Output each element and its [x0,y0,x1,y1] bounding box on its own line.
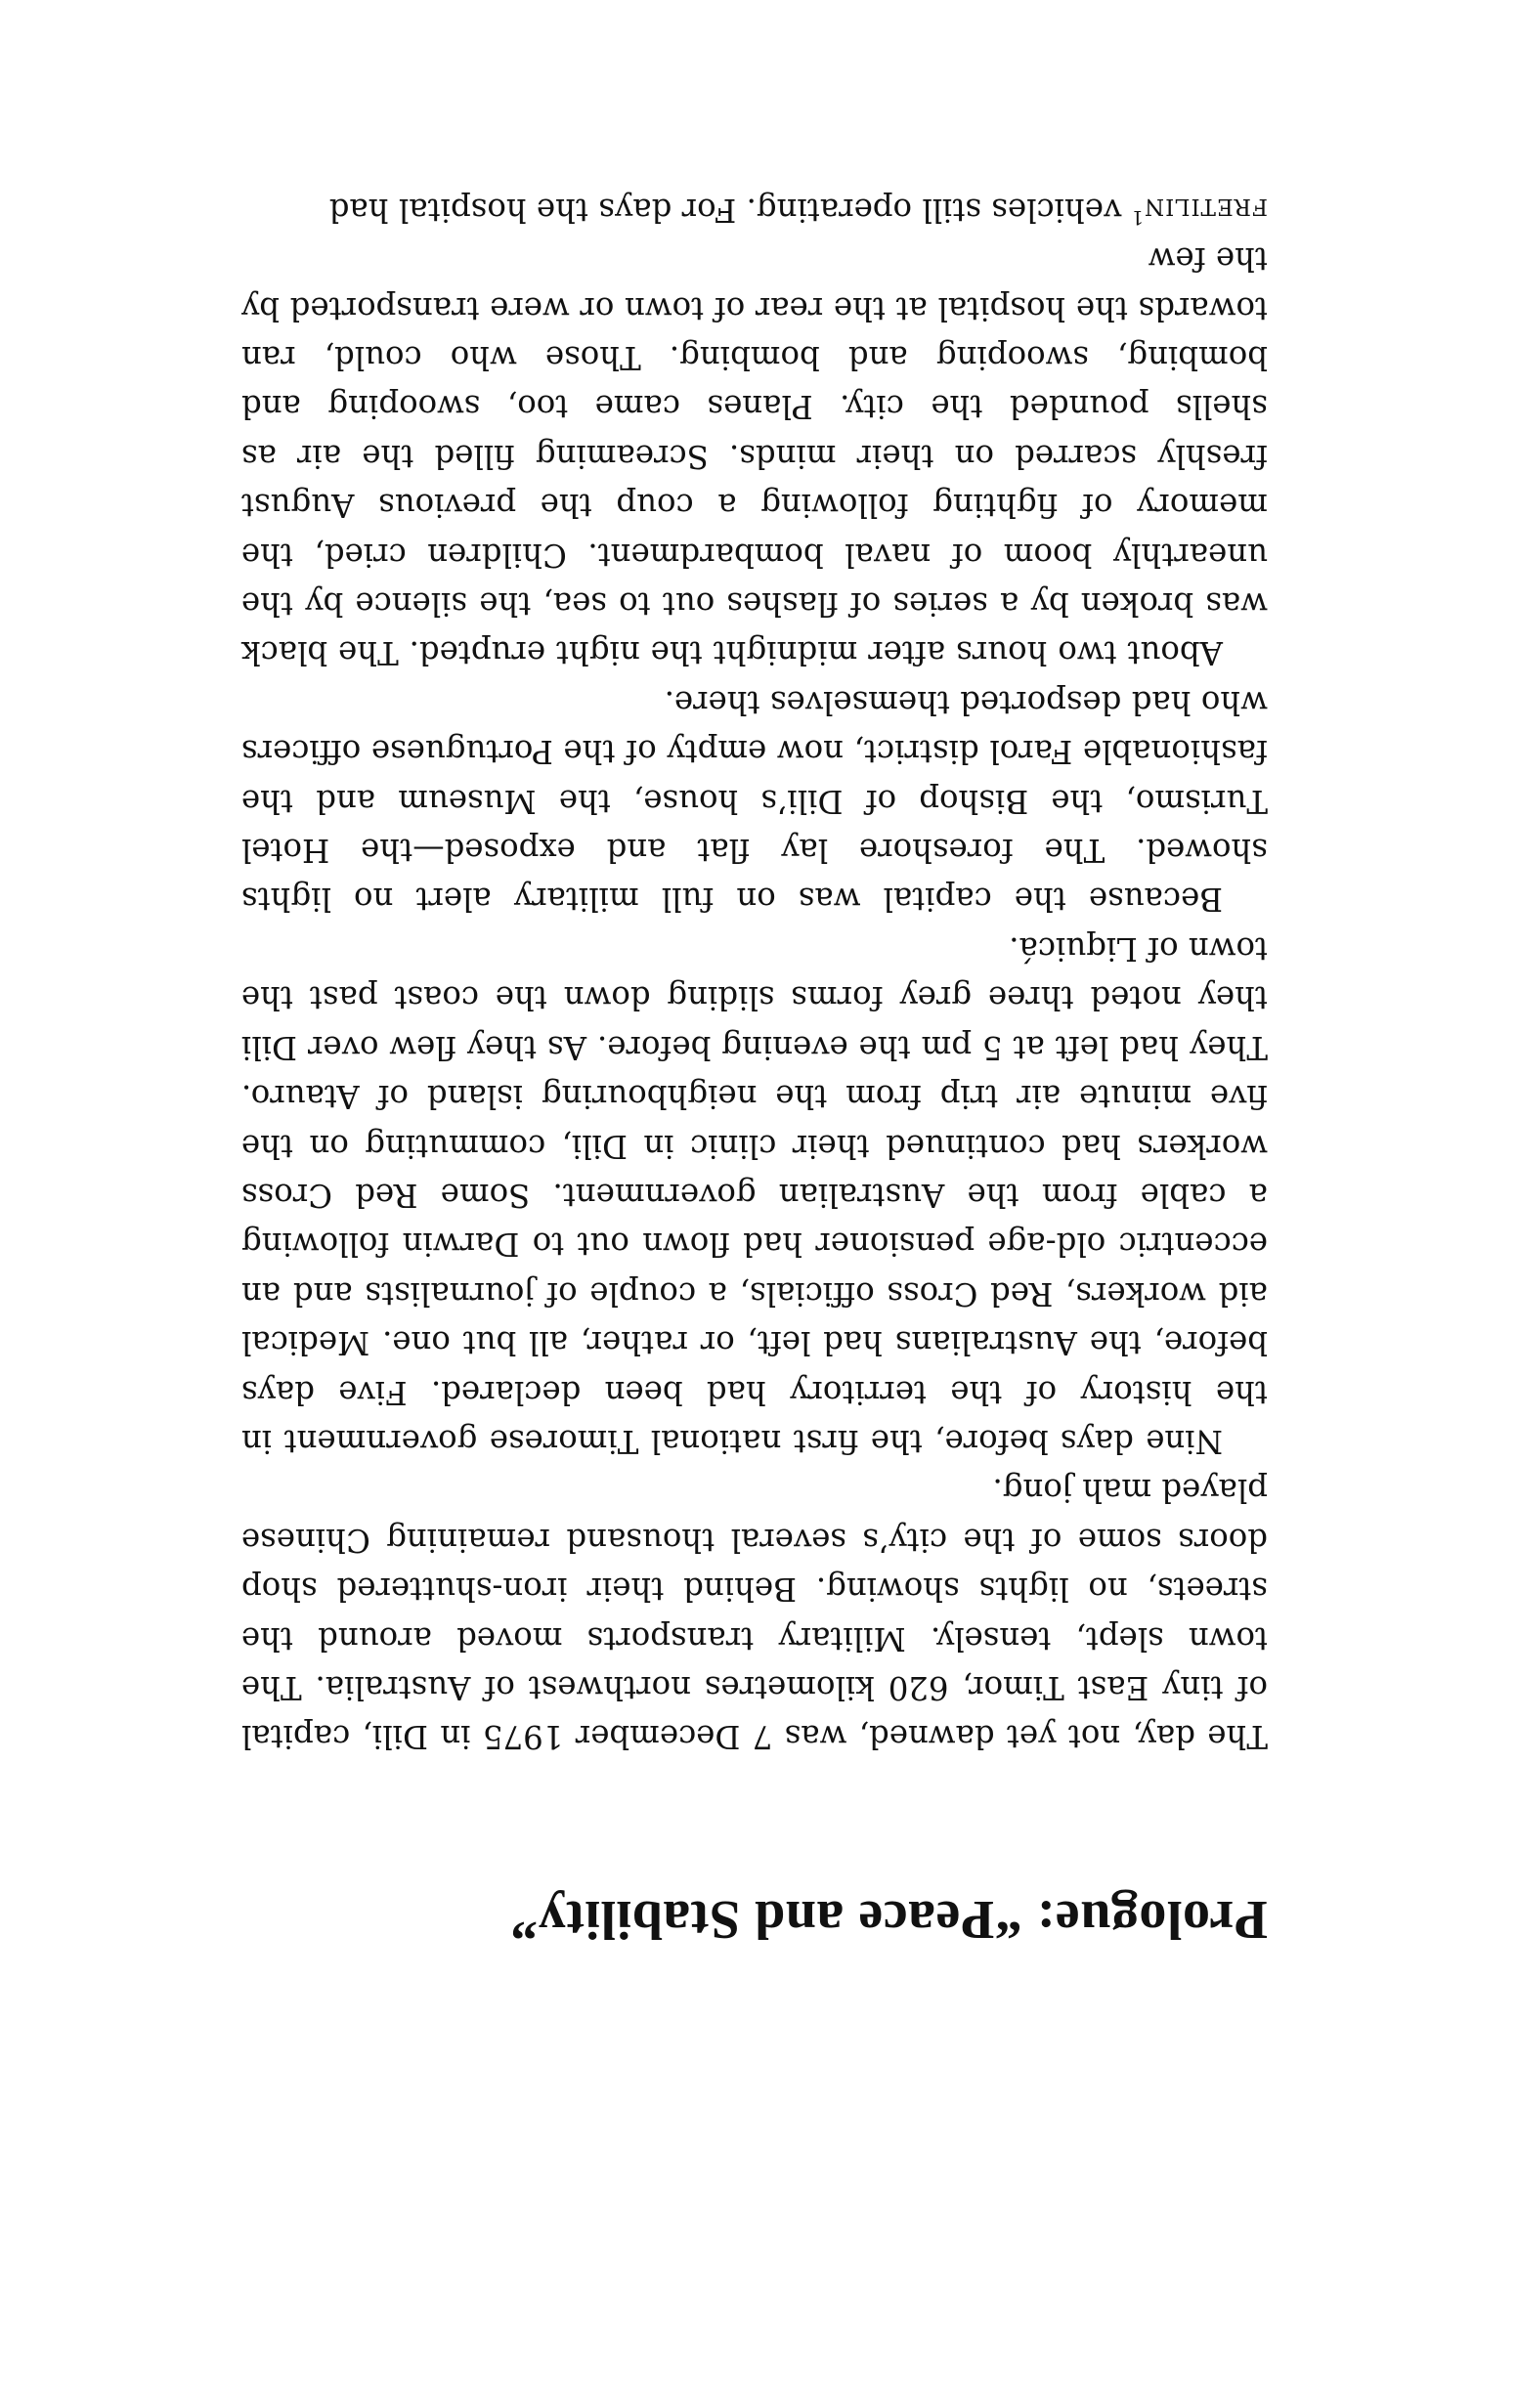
paragraph-3: Because the capital was on full military alert no lights showed. The foreshore lay flat and exposed—the Hotel Turismo, the Bishop of Dili’s house, the Museum and the fashionable Farol district, now empty of the Portuguese officers who had desported themselves there. [241,683,1268,919]
paragraph-2: Nine days before, the first national Timorese government in the history of the territory had been declared. Five days before, the Australians had left, or rather, all but one. Medical aid workers, Red Cross officials, a couple of journalists and an eccentric old-age pensioner had flown out to Darwin following a cable from the Australian government. Some Red Cross workers had continued their clinic in Dili, commuting on the five minute air trip from the neighbouring island of Atauro. They had left at 5 pm the evening before. As they flew over Dili they noted three grey forms sliding down the coast past the town of Liquicá. [241,929,1268,1460]
paragraph-1: The day, not yet dawned, was 7 December 1975 in Dili, capital of tiny East Timor, 620 kilometres northwest of Australia. The town slept, tensely. Military transports moved around the streets, no lights showing. Behind their iron-shuttered shop doors some of the city’s several thousand remaining Chinese played mah jong. [241,1472,1268,1756]
page-content [241,185,1268,1949]
paragraph-4-text: About two hours after midnight the night erupted. The black was broken by a series of flashes out to sea, the silence by the unearthly boom of naval bombardment. Children cried, the memory of fighting following a coup the previous August freshly scarred on their minds. Screaming filled the air as shells pounded the city. Planes came too, swooping and bombing, swooping and bombing. Those who could, ran towards the hospital at the rear of town or were transported by the few [241,240,1268,672]
chapter-title: Prologue: “Peace and Stability” [509,1889,1268,1950]
paragraph-4 [241,185,1268,677]
paragraph-4-tail: vehicles still operating. For days the hospital had [328,191,1132,229]
fretilin-smallcaps: fretilin [1144,191,1268,229]
footnote-marker[interactable]: 1 [1131,205,1145,229]
